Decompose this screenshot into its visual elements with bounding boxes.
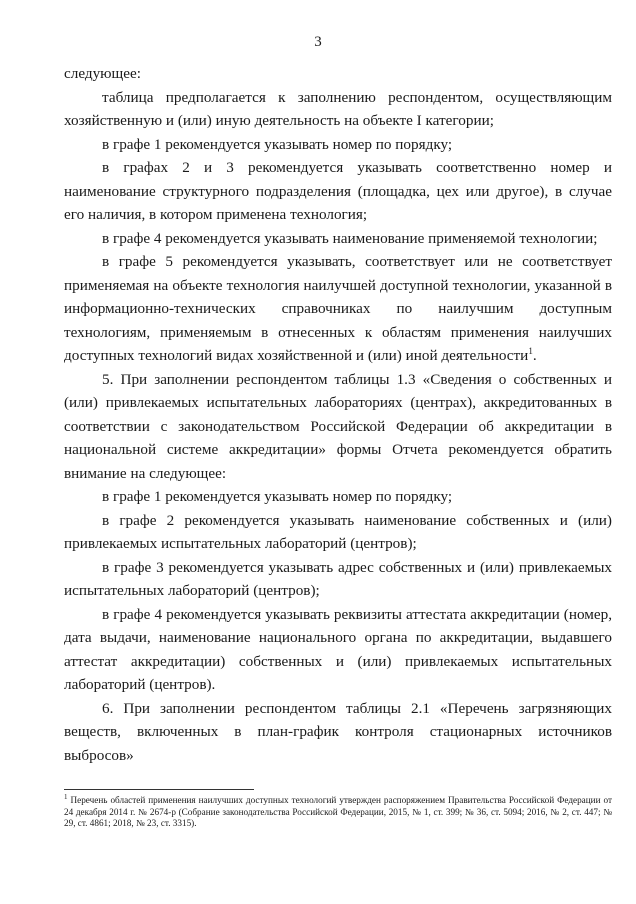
paragraph-item-6: 6. При заполнении респондентом таблицы 2.1 «Перечень загрязняющих веществ, включенных в план-график контроля стационарных источников выбросов» <box>64 699 612 764</box>
footnote-divider <box>64 789 254 790</box>
paragraph-item-5-column-4: в графе 4 рекомендуется указывать реквизиты аттестата аккредитации (номер, дата выдачи, наименование национального органа по аккредитации, выдавшего аттестат аккредитации) собственных и (или) привлекаемых испытательных лабораторий (центров). <box>64 605 612 693</box>
paragraph-column-5-text: в графе 5 рекомендуется указывать, соответствует или не соответствует применяемая на объекте технология наилучшей доступной технологии, указанной в информационно-технических справочниках по наилучшим доступным технологиям, применяемым в отнесенных к областям применения наилучших доступных технологий видах хозяйственной и (или) иной деятельности <box>64 253 612 364</box>
paragraph-column-1: в графе 1 рекомендуется указывать номер по порядку; <box>102 135 453 153</box>
paragraph-item-5-column-2: в графе 2 рекомендуется указывать наименование собственных и (или) привлекаемых испытательных лабораторий (центров); <box>64 511 612 552</box>
paragraph-item-5-column-1: в графе 1 рекомендуется указывать номер по порядку; <box>102 488 453 505</box>
paragraph-item-5-column-3: в графе 3 рекомендуется указывать адрес собственных и (или) привлекаемых испытательных лабораторий (центров); <box>64 558 612 599</box>
footnote-reference[interactable]: 1 <box>528 345 533 356</box>
paragraph-continuation: следующее: <box>64 65 141 82</box>
footnote-marker: 1 <box>64 792 68 801</box>
paragraph-column-5-end: . <box>532 347 537 364</box>
paragraph-item-5: 5. При заполнении респондентом таблицы 1.3 «Сведения о собственных и (или) привлекаемых испытательных лабораториях (центрах), аккредитованных в соответствии с законодательством Российской Федерации об аккредитации в национальной системе аккредитации» формы Отчета рекомендуется обратить внимание на следующее: <box>64 370 612 482</box>
paragraph-columns-2-3: в графах 2 и 3 рекомендуется указывать соответственно номер и наименование структурного подразделения (площадка, цех или другое), в случае его наличия, в котором применена технология; <box>64 159 612 223</box>
page-number: 3 <box>314 34 322 50</box>
footnote-text: Перечень областей применения наилучших доступных технологий утвержден распоряжением Правительства Российской Федерации от 24 декабря 2014 г. № 2674-р (Собрание законодательства Российской Федерации, 2015, № 1, ст. 399; № 36, ст. 5094; 2016, № 2, ст. 447; № 29, ст. 4861; 2018, № 23, ст. 3315). <box>64 795 612 828</box>
paragraph-column-4: в графе 4 рекомендуется указывать наименование применяемой технологии; <box>102 229 598 247</box>
footnote <box>64 792 612 830</box>
document-body <box>64 62 612 767</box>
paragraph-table-applicability: таблица предполагается к заполнению респондентом, осуществляющим хозяйственную и (или) иную деятельность на объекте I категории; <box>64 88 612 129</box>
paragraph-column-5 <box>64 250 612 368</box>
